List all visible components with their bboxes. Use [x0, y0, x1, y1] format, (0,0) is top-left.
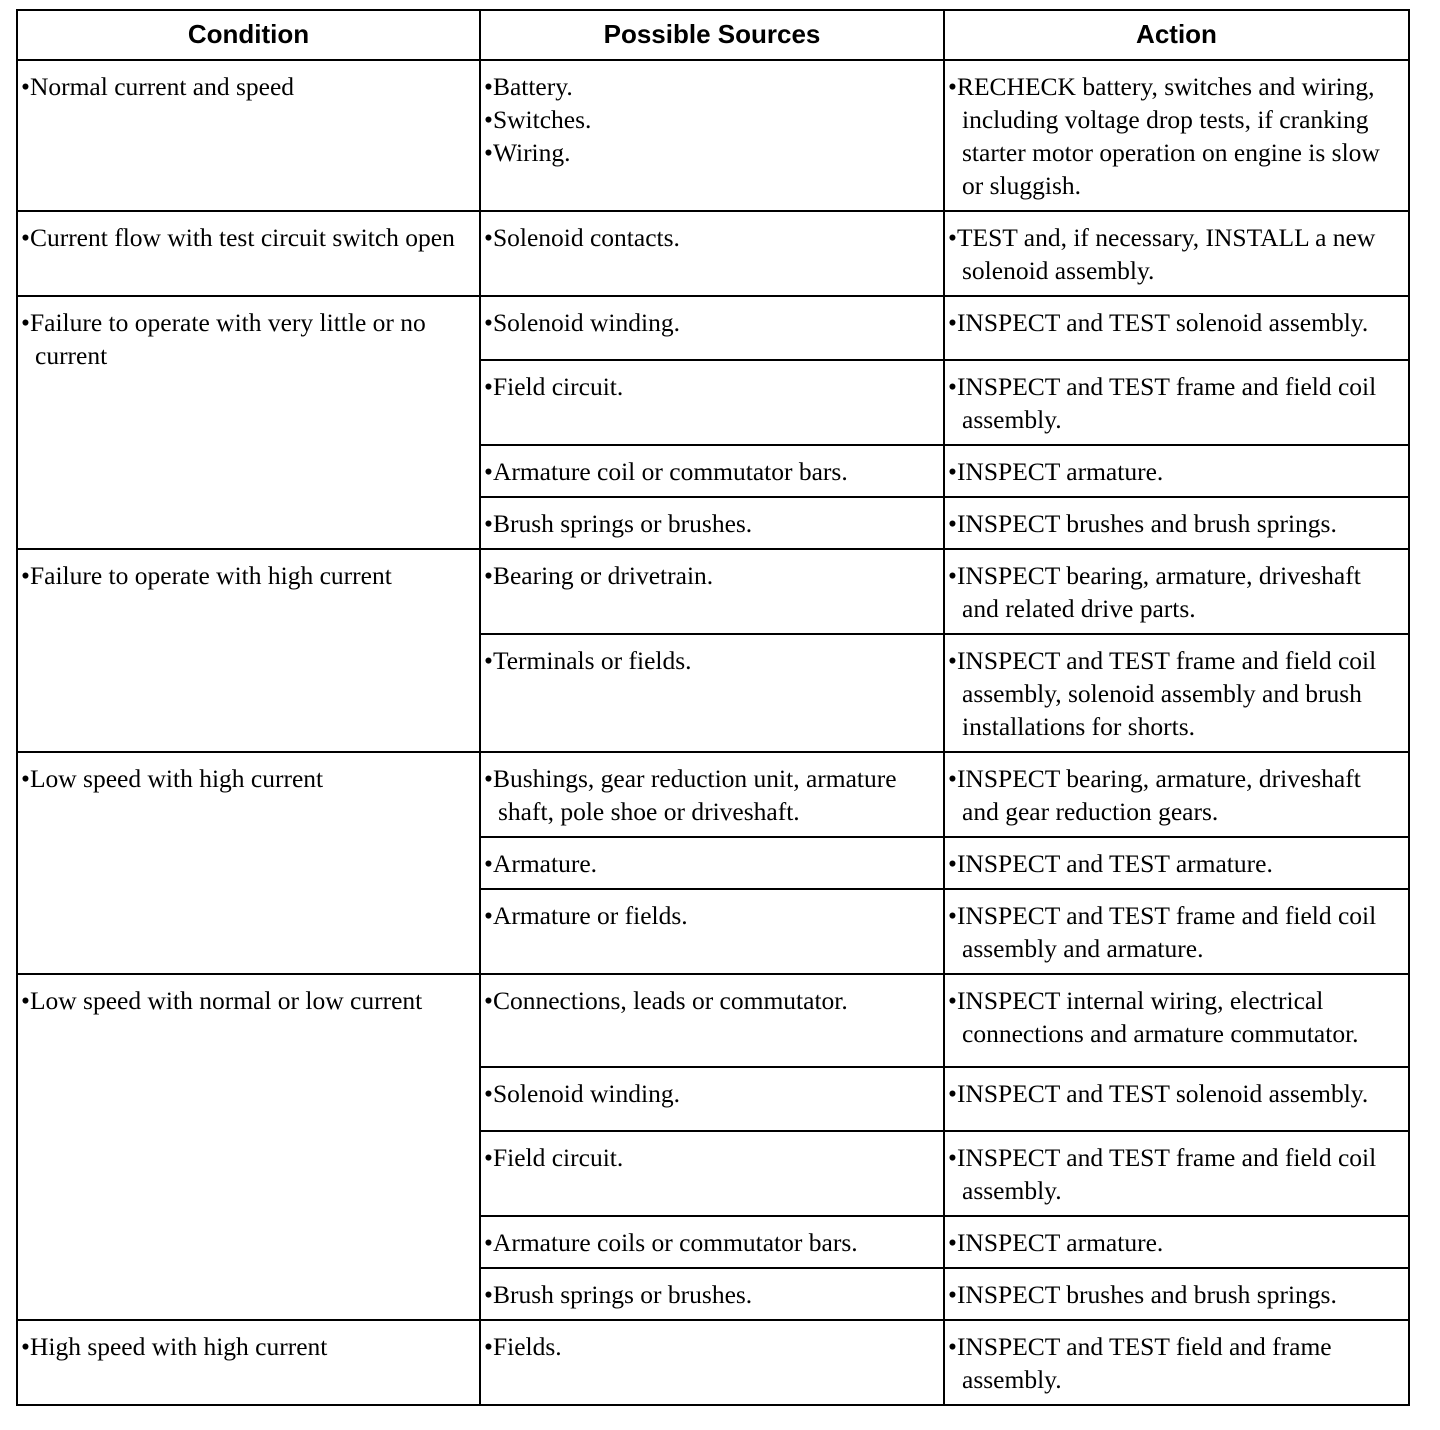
source-cell	[480, 445, 944, 497]
action-text: • INSPECT brushes and brush springs.	[948, 507, 1402, 540]
source-text: • Fields.	[484, 1330, 937, 1363]
source-cell	[480, 1268, 944, 1320]
header-possible-sources: Possible Sources	[480, 10, 944, 60]
action-text: • INSPECT armature.	[948, 1226, 1402, 1259]
source-text: • Bushings, gear reduction unit, armature shaft, pole shoe or driveshaft.	[484, 762, 937, 828]
action-cell	[944, 1131, 1409, 1216]
table-row	[17, 211, 1409, 296]
table-row	[17, 549, 1409, 634]
source-cell	[480, 360, 944, 445]
source-cell	[480, 1216, 944, 1268]
source-cell	[480, 974, 944, 1067]
action-cell	[944, 889, 1409, 974]
condition-text: • Normal current and speed	[21, 70, 473, 103]
source-cell	[480, 1320, 944, 1405]
action-text: • INSPECT internal wiring, electrical connections and armature commutator.	[948, 984, 1402, 1050]
action-text: • RECHECK battery, switches and wiring, including voltage drop tests, if cranking starter motor operation on engine is slow or sluggish.	[948, 70, 1402, 202]
action-text: • INSPECT and TEST armature.	[948, 847, 1402, 880]
source-text: • Armature or fields.	[484, 899, 937, 932]
condition-text: • Failure to operate with high current	[21, 559, 473, 592]
action-cell	[944, 1067, 1409, 1131]
diagnosis-table	[16, 9, 1410, 1406]
action-text: • INSPECT bearing, armature, driveshaft and related drive parts.	[948, 559, 1402, 625]
action-text: • INSPECT armature.	[948, 455, 1402, 488]
source-text: • Field circuit.	[484, 370, 937, 403]
action-cell	[944, 634, 1409, 752]
source-text: • Terminals or fields.	[484, 644, 937, 677]
header-condition: Condition	[17, 10, 480, 60]
condition-text: • Low speed with high current	[21, 762, 473, 795]
action-text: • INSPECT and TEST frame and field coil assembly.	[948, 370, 1402, 436]
table-row	[17, 974, 1409, 1067]
action-text: • INSPECT and TEST frame and field coil assembly and armature.	[948, 899, 1402, 965]
action-cell	[944, 752, 1409, 837]
source-text: • Switches.	[484, 103, 937, 136]
source-cell	[480, 837, 944, 889]
table-row	[17, 752, 1409, 837]
action-text: • INSPECT and TEST solenoid assembly.	[948, 306, 1402, 339]
source-text: • Solenoid contacts.	[484, 221, 937, 254]
condition-text: • Low speed with normal or low current	[21, 984, 473, 1017]
header-action: Action	[944, 10, 1409, 60]
condition-cell	[17, 974, 480, 1320]
header-row	[17, 10, 1409, 60]
source-cell	[480, 1067, 944, 1131]
action-cell	[944, 1320, 1409, 1405]
source-text: • Solenoid winding.	[484, 306, 937, 339]
source-cell	[480, 889, 944, 974]
condition-text: • Failure to operate with very little or no current	[21, 306, 473, 372]
source-text: • Bearing or drivetrain.	[484, 559, 937, 592]
source-cell	[480, 752, 944, 837]
source-cell	[480, 497, 944, 549]
source-text: • Brush springs or brushes.	[484, 507, 937, 540]
source-text: • Brush springs or brushes.	[484, 1278, 937, 1311]
action-cell	[944, 549, 1409, 634]
source-cell	[480, 296, 944, 360]
action-text: • TEST and, if necessary, INSTALL a new solenoid assembly.	[948, 221, 1402, 287]
source-text: • Connections, leads or commutator.	[484, 984, 937, 1017]
table-row	[17, 296, 1409, 360]
action-text: • INSPECT and TEST frame and field coil assembly, solenoid assembly and brush installations for shorts.	[948, 644, 1402, 743]
action-text: • INSPECT brushes and brush springs.	[948, 1278, 1402, 1311]
condition-cell	[17, 60, 480, 211]
source-cell	[480, 1131, 944, 1216]
action-cell	[944, 211, 1409, 296]
action-text: • INSPECT and TEST field and frame assembly.	[948, 1330, 1402, 1396]
action-cell	[944, 60, 1409, 211]
source-text: • Solenoid winding.	[484, 1077, 937, 1110]
source-text: • Wiring.	[484, 136, 937, 169]
condition-text: • High speed with high current	[21, 1330, 473, 1363]
action-cell	[944, 974, 1409, 1067]
source-text: • Armature coils or commutator bars.	[484, 1226, 937, 1259]
action-text: • INSPECT and TEST frame and field coil assembly.	[948, 1141, 1402, 1207]
source-text: • Armature.	[484, 847, 937, 880]
action-cell	[944, 1268, 1409, 1320]
source-text: • Battery.	[484, 70, 937, 103]
action-cell	[944, 837, 1409, 889]
action-cell	[944, 497, 1409, 549]
action-cell	[944, 360, 1409, 445]
source-cell	[480, 211, 944, 296]
source-text: • Field circuit.	[484, 1141, 937, 1174]
action-cell	[944, 1216, 1409, 1268]
table-row	[17, 1320, 1409, 1405]
action-cell	[944, 445, 1409, 497]
action-text: • INSPECT bearing, armature, driveshaft and gear reduction gears.	[948, 762, 1402, 828]
condition-cell	[17, 1320, 480, 1405]
condition-cell	[17, 549, 480, 752]
condition-cell	[17, 211, 480, 296]
source-cell	[480, 60, 944, 211]
condition-cell	[17, 752, 480, 974]
source-cell	[480, 549, 944, 634]
source-text: • Armature coil or commutator bars.	[484, 455, 937, 488]
condition-cell	[17, 296, 480, 549]
source-cell	[480, 634, 944, 752]
action-cell	[944, 296, 1409, 360]
table-row	[17, 60, 1409, 211]
action-text: • INSPECT and TEST solenoid assembly.	[948, 1077, 1402, 1110]
condition-text: • Current flow with test circuit switch open	[21, 221, 473, 254]
